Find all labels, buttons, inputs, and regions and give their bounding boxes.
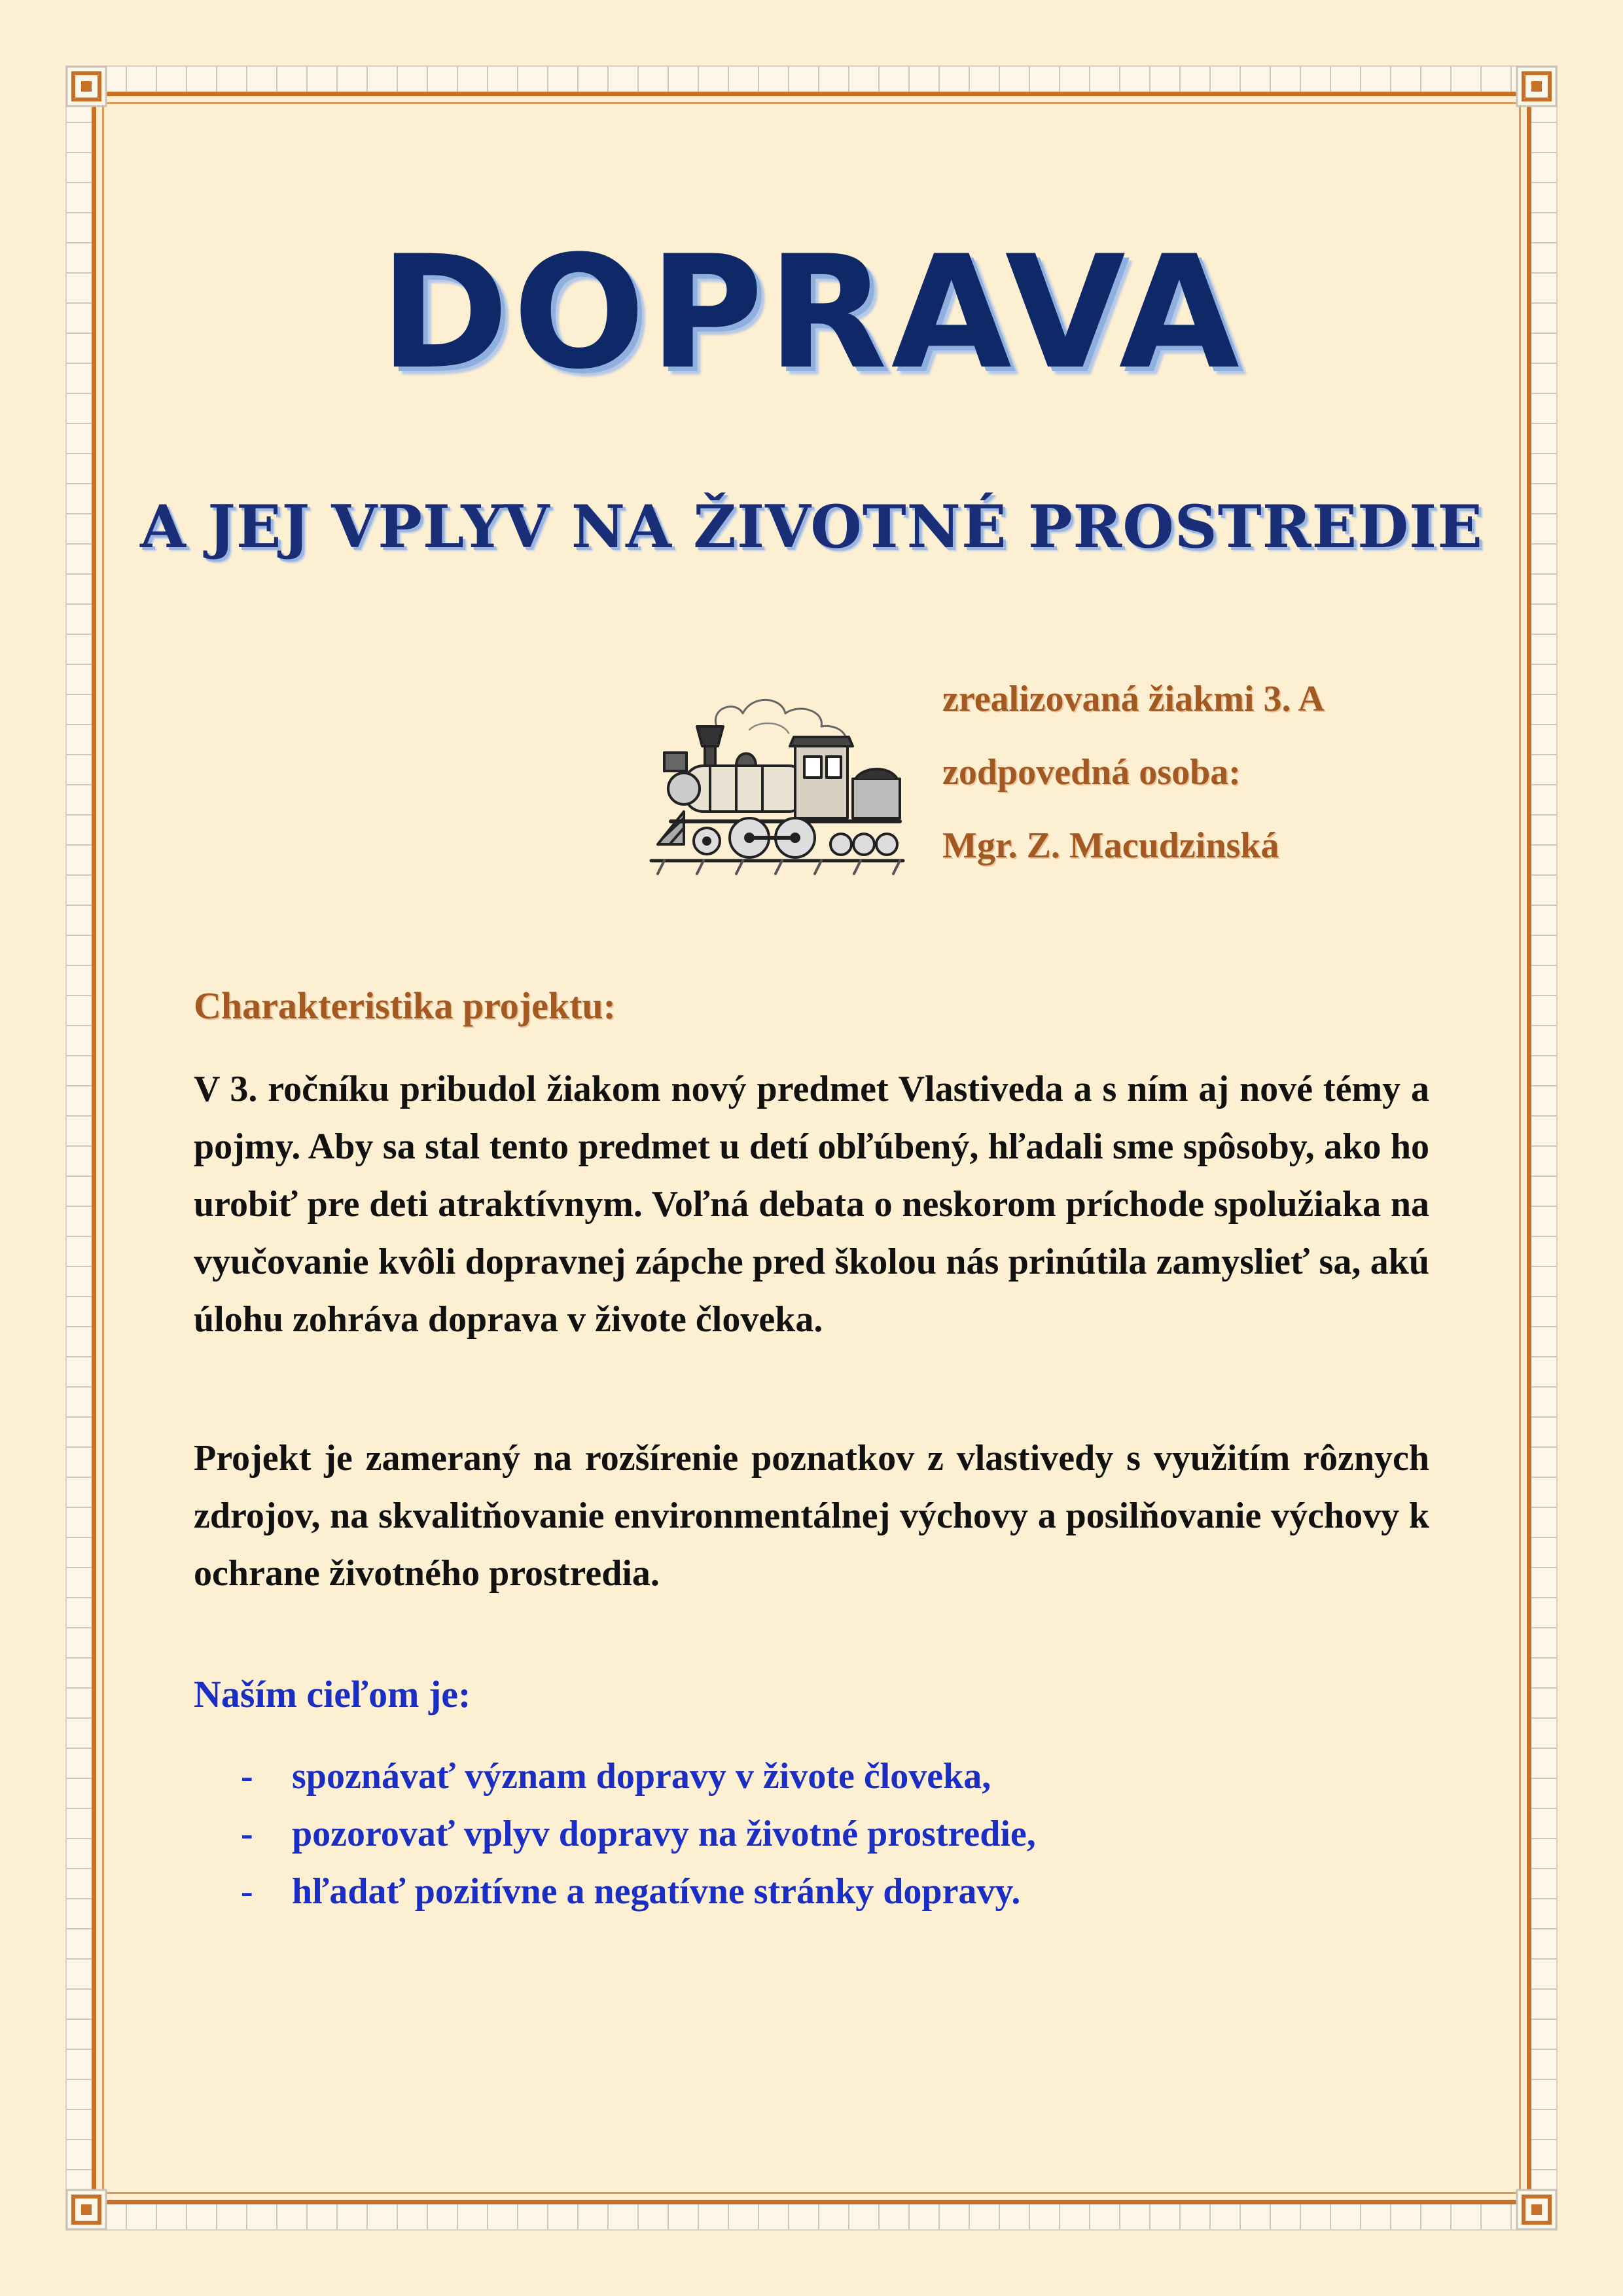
corner-ornament-icon (65, 65, 107, 107)
list-dash: - (241, 1871, 253, 1912)
list-item (241, 1748, 1036, 1805)
info-responsible-name: Mgr. Z. Macudzinská (942, 825, 1279, 866)
info-class: zrealizovaná žiakmi 3. A (942, 679, 1325, 719)
list-dash: - (241, 1756, 253, 1797)
page-subtitle: A JEJ VPLYV NA ŽIVOTNÉ PROSTREDIE (140, 492, 1483, 562)
section-heading: Charakteristika projektu: (194, 984, 616, 1027)
goal-text: spoznávať význam dopravy v živote človeka, (292, 1756, 991, 1797)
frame-bottom-border (65, 2200, 1558, 2231)
project-info (942, 681, 1325, 901)
list-dash: - (241, 1814, 253, 1854)
corner-ornament-icon (1516, 2189, 1558, 2231)
goal-text: pozorovať vplyv dopravy na životné prostredie, (292, 1814, 1036, 1854)
list-item (241, 1863, 1036, 1920)
paragraph-intro: V 3. ročníku pribudol žiakom nový predmet Vlastiveda a s ním aj nové témy a pojmy. Aby sa stal tento predmet u detí obľúbený, hľadali sme spôsoby, ako ho urobiť pre deti atraktívnym. Voľná debata o neskorom príchode spolužiaka na vyučovanie kvôli dopravnej zápche pred školou nás prinútila zamyslieť sa, akú úlohu zohráva doprava v živote človeka. (194, 1069, 1429, 1340)
info-responsible-label: zodpovedná osoba: (942, 752, 1241, 793)
list-item (241, 1805, 1036, 1863)
goals-heading: Naším cieľom je: (194, 1673, 471, 1715)
steam-locomotive-icon (645, 681, 906, 890)
corner-ornament-icon (65, 2189, 107, 2231)
corner-ornament-icon (1516, 65, 1558, 107)
goals-list (241, 1748, 1036, 1920)
goal-text: hľadať pozitívne a negatívne stránky dopravy. (292, 1871, 1021, 1912)
page-title: DOPRAVA (380, 223, 1243, 404)
paragraph-focus: Projekt je zameraný na rozšírenie poznatkov z vlastivedy s využitím rôznych zdrojov, na skvalitňovanie environmentálnej výchovy a posilňovanie výchovy k ochrane životného prostredia. (194, 1438, 1429, 1594)
